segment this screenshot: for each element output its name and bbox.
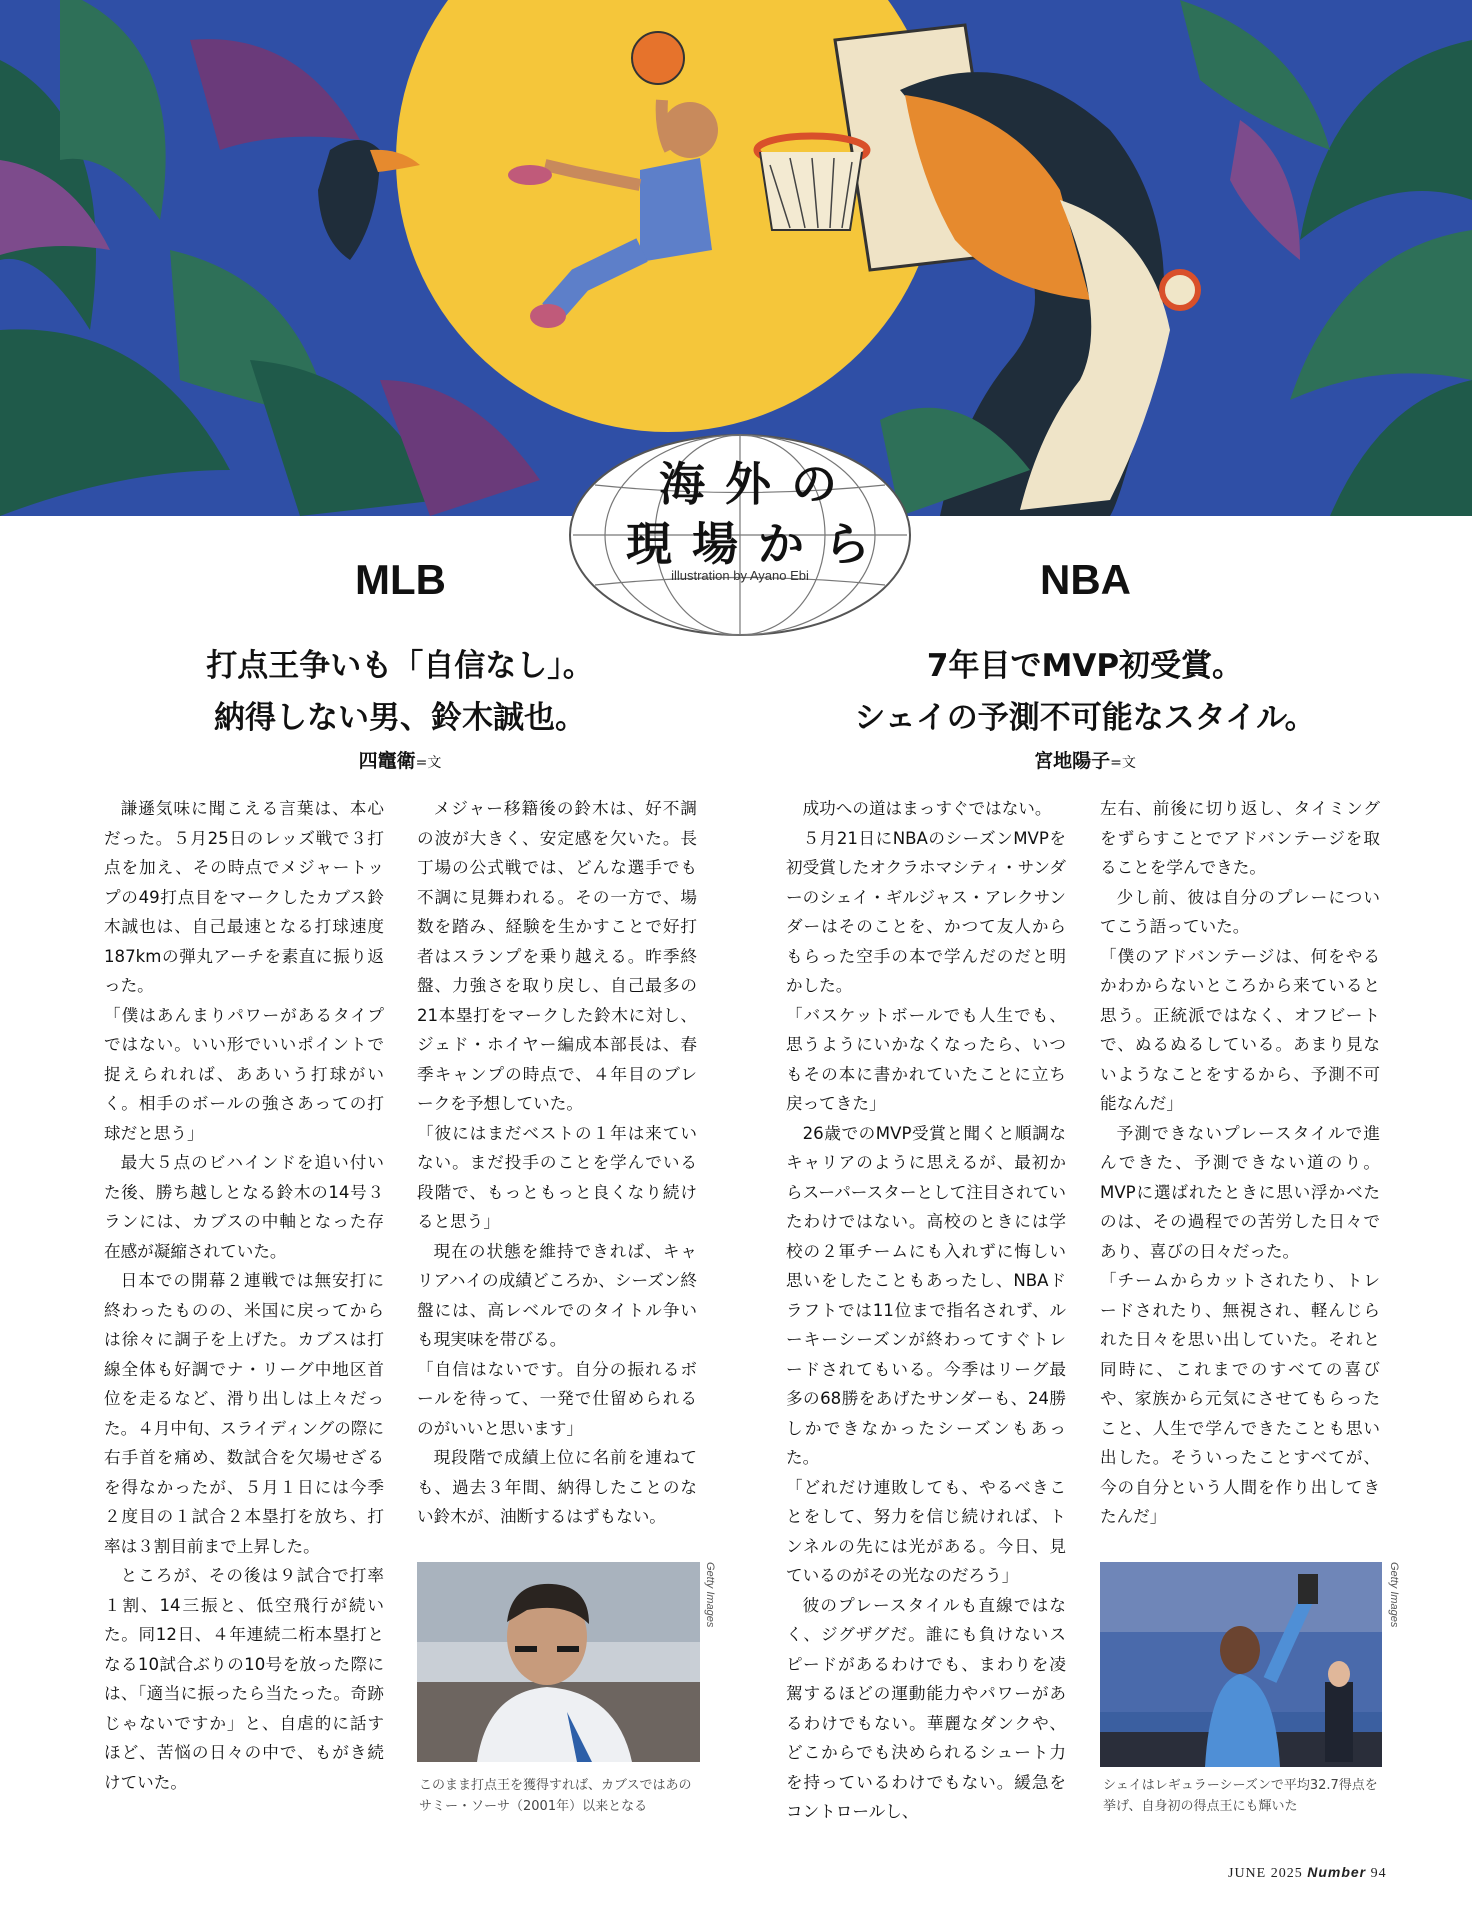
title-line-1: 海外の	[659, 457, 857, 511]
mlb-player-photo	[417, 1562, 700, 1762]
mlb-headline-line-2: 納得しない男、鈴木誠也。	[214, 700, 586, 736]
mlb-photo-caption: このまま打点王を獲得すれば、カブスではあのサミー・ソーサ（2001年）以来となる	[419, 1778, 692, 1814]
illustration-credit: illustration by Ayano Ebi	[671, 568, 809, 583]
mlb-c2-quote: 「彼にはまだベストの１年は来ていない。まだ投手のことを学んでいる段階で、もっともっと良くなり続けると思う」	[417, 1123, 697, 1231]
mlb-c2-paragraph: 現段階で成績上位に名前を連ねても、過去３年間、納得したことのない鈴木が、油断するはずもない。	[417, 1448, 697, 1526]
nba-column-3	[786, 794, 1066, 1827]
nba-column-4	[1100, 794, 1380, 1532]
nba-c4-quote: 「僕のアドバンテージは、何をやるかわからないところから来ていると思う。正統派ではなく、オフビートで、ぬるぬるしている。あまり見ないようなことをするから、予測不可能なんだ」	[1100, 946, 1380, 1113]
nba-photo-caption: シェイはレギュラーシーズンで平均32.7得点を挙げ、自身初の得点王にも輝いた	[1103, 1778, 1378, 1814]
nba-c4-paragraph: 少し前、彼は自分のプレーについてこう語っていた。	[1100, 887, 1380, 936]
mlb-headline	[150, 640, 650, 744]
mlb-c2-quote: 「自信はないです。自分の振れるボールを待って、一発で仕留められるのがいいと思います」	[417, 1359, 697, 1438]
mlb-column-2	[417, 794, 697, 1532]
nba-byline	[835, 746, 1335, 773]
mlb-byline	[150, 746, 650, 773]
nba-c3-quote: 「どれだけ連敗しても、やるべきことをして、努力を信じ続ければ、トンネルの先には光がある。今日、見ているのがその光なのだろう」	[786, 1477, 1066, 1585]
nba-c3-quote: 「バスケットボールでも人生でも、思うようにいかなくなったら、いつもその本に書かれていたことに立ち戻ってきた」	[786, 1005, 1066, 1113]
mlb-c1-paragraph: 日本での開幕２連戦では無安打に終わったものの、米国に戻ってからは徐々に調子を上げた。カブスは打線全体も好調でナ・リーグ中地区首位を走るなど、滑り出しは上々だった。４月中旬、スライディングの際に右手首を痛め、数試合を欠場せざるを得なかったが、５月１日には今季２度目の１試合２本塁打を放ち、打率は３割目前まで上昇した。	[104, 1271, 384, 1556]
nba-c4-paragraph: 予測できないプレースタイルで進んできた、予測できない道のり。MVPに選ばれたときに思い浮かべたのは、その過程での苦労した日々であり、喜びの日々だった。	[1100, 1123, 1380, 1261]
nba-c3-paragraph: 彼のプレースタイルも直線ではなく、ジグザグだ。誰にも負けないスピードがあるわけでも、まわりを凌駕するほどの運動能力やパワーがあるわけでもない。華麗なダンクや、どこからでも決められるシュート力を持っているわけでもない。緩急をコントロールし、	[786, 1595, 1066, 1821]
mlb-column-1	[104, 794, 384, 1797]
nba-section-label: NBA	[1040, 556, 1131, 603]
nba-c4-paragraph: 左右、前後に切り返し、タイミングをずらすことでアドバンテージを取ることを学んできた。	[1100, 799, 1380, 877]
folio-page-number: 94	[1370, 1866, 1387, 1881]
nba-headline-line-1: 7年目でMVP初受賞。	[926, 648, 1244, 684]
mlb-c1-paragraph: 最大５点のビハインドを追い付いた後、勝ち越しとなる鈴木の14号３ランには、カブスの中軸となった存在感が凝縮されていた。	[104, 1153, 384, 1261]
folio-issue: JUNE 2025	[1228, 1866, 1303, 1881]
title-badge	[565, 430, 915, 640]
mlb-headline-line-1: 打点王争いも「自信なし」。	[206, 648, 594, 684]
mlb-author-suffix: =文	[415, 755, 442, 771]
nba-photo-credit: Getty Images	[1388, 1562, 1400, 1628]
nba-author-suffix: =文	[1110, 755, 1136, 771]
nba-c3-paragraph: 成功への道はまっすぐではない。	[802, 799, 1052, 818]
nba-c4-quote: 「チームからカットされたり、トレードされたり、無視され、軽んじられた日々を思い出していた。それと同時に、これまでのすべての喜びや、家族から元気にさせてもらったこと、人生で学んできたことも思い出した。そういったことすべてが、今の自分という人間を作り出してきたんだ」	[1100, 1271, 1380, 1526]
nba-c3-paragraph: ５月21日にNBAのシーズンMVPを初受賞したオクラホマシティ・サンダーのシェイ・ギルジャス・アレクサンダーはそのことを、かつて友人からもらった空手の本で学んだのだと明かした。	[786, 828, 1066, 995]
folio-magazine: Number	[1307, 1864, 1367, 1880]
nba-headline	[835, 640, 1335, 744]
mlb-c1-paragraph: 謙遜気味に聞こえる言葉は、本心だった。５月25日のレッズ戦で３打点を加え、その時点でメジャートップの49打点目をマークしたカブス鈴木誠也は、自己最速となる打球速度187kmの弾丸アーチを素直に振り返った。	[104, 799, 384, 995]
nba-player-photo	[1100, 1562, 1382, 1767]
mlb-section-label: MLB	[355, 556, 446, 603]
mlb-photo-credit: Getty Images	[704, 1562, 716, 1628]
nba-author: 宮地陽子	[1034, 750, 1111, 772]
mlb-c2-paragraph: 現在の状態を維持できれば、キャリアハイの成績どころか、シーズン終盤には、高レベルでのタイトル争いも現実味を帯びる。	[417, 1241, 697, 1349]
page-folio	[1228, 1864, 1387, 1882]
nba-c3-paragraph: 26歳でのMVP受賞と聞くと順調なキャリアのように思えるが、最初からスーパースターとして注目されていたわけではない。高校のときには学校の２軍チームにも入れずに悔しい思いをしたこともあったし、NBAドラフトでは11位まで指名されず、ルーキーシーズンが終わってすぐトレードされてもいる。今季はリーグ最多の68勝をあげたサンダーも、24勝しかできなかったシーズンもあった。	[786, 1123, 1066, 1467]
mlb-author: 四竈衛	[358, 750, 416, 772]
title-line-2: 現場から	[626, 517, 890, 571]
mlb-c1-paragraph: ところが、その後は９試合で打率１割、14三振と、低空飛行が続いた。同12日、４年連続二桁本塁打となる10試合ぶりの10号を放った際には、「適当に振ったら当たった。奇跡じゃないですか」と、自虐的に話すほど、苦悩の日々の中で、もがき続けていた。	[104, 1566, 384, 1792]
mlb-c2-paragraph: メジャー移籍後の鈴木は、好不調の波が大きく、安定感を欠いた。長丁場の公式戦では、どんな選手でも不調に見舞われる。その一方で、場数を踏み、経験を生かすことで好打者はスランプを乗り越える。昨季終盤、力強さを取り戻し、自己最多の21本塁打をマークした鈴木に対し、ジェド・ホイヤー編成本部長は、春季キャンプの時点で、４年目のブレークを予想していた。	[417, 799, 697, 1113]
nba-headline-line-2: シェイの予測不可能なスタイル。	[854, 700, 1316, 736]
mlb-c1-quote: 「僕はあんまりパワーがあるタイプではない。いい形でいいポイントで捉えられれば、ああいう打球がいく。相手のボールの強さあっての打球だと思う」	[104, 1005, 384, 1143]
